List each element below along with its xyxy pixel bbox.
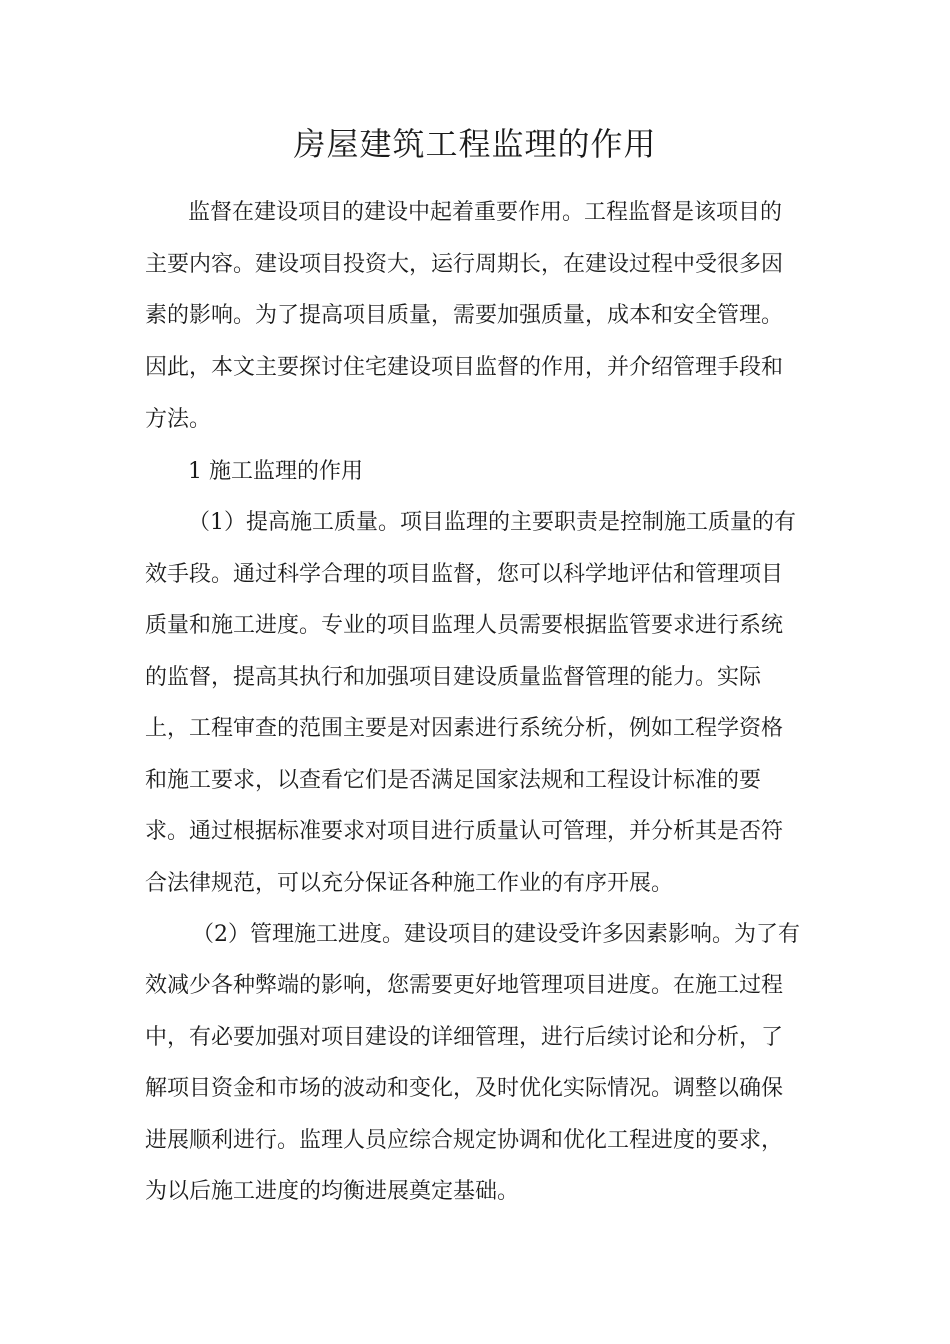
paragraph-line: 和施工要求，以查看它们是否满足国家法规和工程设计标准的要 bbox=[145, 768, 762, 793]
paragraph-line: 效手段。通过科学合理的项目监督，您可以科学地评估和管理项目 bbox=[145, 562, 784, 587]
paragraph-line: 主要内容。建设项目投资大，运行周期长，在建设过程中受很多因 bbox=[145, 252, 784, 277]
paragraph-line: 上，工程审查的范围主要是对因素进行系统分析，例如工程学资格 bbox=[145, 716, 784, 741]
paragraph-line: 因此，本文主要探讨住宅建设项目监督的作用，并介绍管理手段和 bbox=[145, 355, 784, 380]
paragraph-line: 素的影响。为了提高项目质量，需要加强质量，成本和安全管理。 bbox=[145, 303, 784, 328]
paragraph-line: 中，有必要加强对项目建设的详细管理，进行后续讨论和分析，了 bbox=[145, 1025, 784, 1050]
paragraph-line: 求。通过根据标准要求对项目进行质量认可管理，并分析其是否符 bbox=[145, 819, 784, 844]
paragraph-line: 为以后施工进度的均衡进展奠定基础。 bbox=[145, 1179, 520, 1204]
section-heading: 1 施工监理的作用 bbox=[188, 459, 363, 484]
paragraph-line: 合法律规范，可以充分保证各种施工作业的有序开展。 bbox=[145, 871, 674, 896]
paragraph-line: 进展顺利进行。监理人员应综合规定协调和优化工程进度的要求， bbox=[145, 1128, 784, 1153]
paragraph-line: （1）提高施工质量。项目监理的主要职责是控制施工质量的有 bbox=[188, 510, 796, 535]
paragraph-line: 解项目资金和市场的波动和变化，及时优化实际情况。调整以确保 bbox=[145, 1076, 784, 1101]
paragraph-line: 效减少各种弊端的影响，您需要更好地管理项目进度。在施工过程 bbox=[145, 973, 784, 998]
document-title: 房屋建筑工程监理的作用 bbox=[293, 125, 657, 163]
paragraph-line: 质量和施工进度。专业的项目监理人员需要根据监管要求进行系统 bbox=[145, 613, 784, 638]
paragraph-line: 监督在建设项目的建设中起着重要作用。工程监督是该项目的 bbox=[188, 200, 783, 225]
paragraph-line: 方法。 bbox=[145, 407, 212, 432]
paragraph-line: 的监督，提高其执行和加强项目建设质量监督管理的能力。实际 bbox=[145, 665, 762, 690]
paragraph-line: （2）管理施工进度。建设项目的建设受许多因素影响。为了有 bbox=[192, 922, 800, 947]
